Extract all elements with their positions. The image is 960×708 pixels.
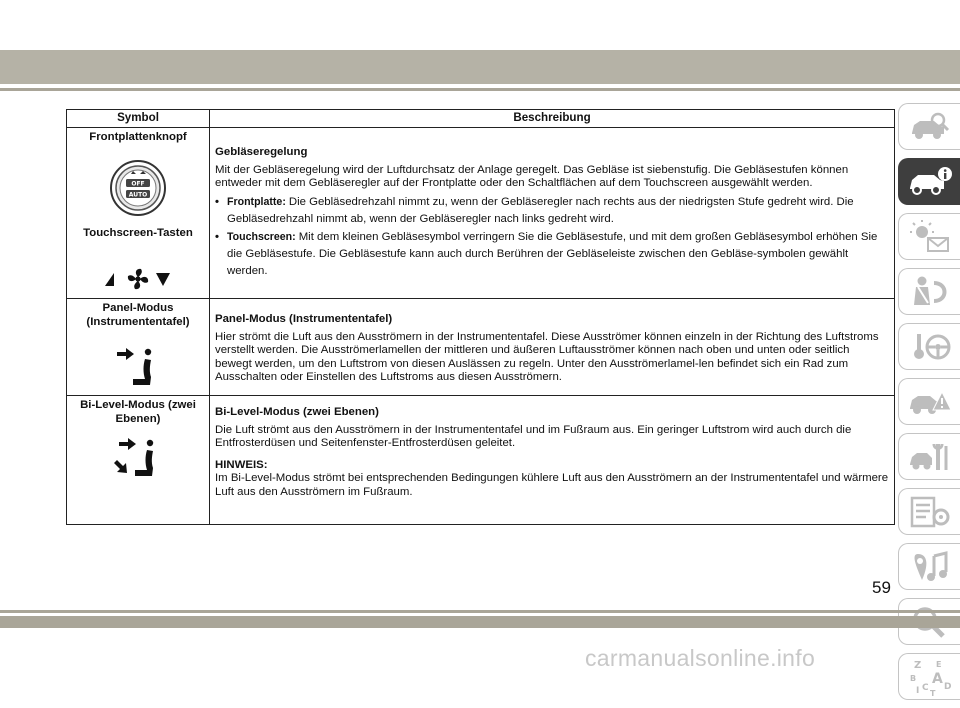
knob-auto-label: AUTO: [128, 191, 148, 198]
chapter-tab-service[interactable]: [898, 433, 960, 480]
symbol-label-panel-mode: Panel-Modus (Instrumententafel): [86, 302, 190, 328]
chapter-tab-multimedia[interactable]: [898, 543, 960, 590]
index-letter: Z: [914, 659, 922, 671]
index-letter: D: [944, 681, 952, 692]
note-heading: HINWEIS:: [215, 458, 268, 471]
wrench-car-icon: [908, 440, 952, 474]
chapter-tab-getting-to-know[interactable]: [898, 103, 960, 150]
index-letters-icon: [908, 657, 952, 697]
index-letter: A: [932, 670, 943, 687]
symbol-label-bilevel-mode: Bi-Level-Modus (zwei Ebenen): [80, 399, 196, 425]
note-text: Im Bi-Level-Modus strömt bei entsprechenden Bedingungen kühlere Luft aus den Ausströmern an der Instrumententafel und wärmere Luft aus den Ausströmern im Fußraum.: [215, 472, 889, 498]
list-item: [215, 194, 889, 228]
blower-title: Gebläseregelung: [215, 146, 308, 158]
bullet-term: Touchscreen:: [227, 230, 296, 243]
fan-speed-buttons-icon: [103, 264, 173, 294]
symbol-cell-bilevel-mode: [67, 396, 210, 525]
table-row: [67, 299, 895, 396]
chapter-tab-safety[interactable]: [898, 268, 960, 315]
description-cell-bilevel-mode: [210, 396, 895, 525]
bilevel-mode-title: Bi-Level-Modus (zwei Ebenen): [215, 406, 379, 418]
bullet-text: Die Gebläsedrehzahl nimmt zu, wenn der Gebläseregler nach rechts aus der niedrigsten Stufe gedreht wird. Die Gebläsedrehzahl nimmt ab, wenn der Gebläseregler nach links gedreht wird.: [227, 195, 854, 225]
blower-knob-icon: [109, 159, 167, 217]
symbol-cell-panel-mode: [67, 299, 210, 396]
chapter-tab-controls[interactable]: [898, 158, 960, 205]
panel-mode-text: Hier strömt die Luft aus den Ausströmern in der Instrumententafel. Diese Ausströmer können einzeln in der Richtung des Luftstroms verstellt werden. Die Ausströmerlamellen der mittleren und äußeren Luftausströmer können nach oben und unten oder seitlich bewegt werden, um den Luftstrom von diesen Auslässen zu regeln. Unter den Ausströmerlamel-len befindet sich ein Rad zum Ausschalten oder Einstellen des Luftstroms aus diesen Ausströmern.: [215, 330, 879, 383]
description-cell-blower: [210, 128, 895, 299]
index-letter: C: [922, 682, 929, 693]
panel-mode-icon: [115, 343, 161, 391]
chapter-tab-index[interactable]: [898, 653, 960, 700]
table-row: [67, 396, 895, 525]
symbol-label-front-knob: Frontplattenknopf: [89, 131, 187, 143]
footer-rule: [0, 610, 960, 613]
footer-band: [0, 616, 960, 628]
seatbelt-airbag-icon: [908, 275, 952, 309]
bilevel-mode-text: Die Luft strömt aus den Ausströmern in der Instrumententafel und im Fußraum aus. Ein geringer Luftstrom wird auch durch die Entfrosterdüsen und Seitenfenster-Entfrosterdüsen geleitet.: [215, 423, 852, 449]
blower-text: Mit der Gebläseregelung wird der Luftdurchsatz der Anlage geregelt. Das Gebläse ist siebenstufig. Die Gebläsestufen können entweder mit dem Gebläseregler auf der Frontplatte oder den Schaltflächen auf dem Touchscreen ausgewählt werden.: [215, 163, 849, 189]
chapter-tab-starting[interactable]: [898, 323, 960, 370]
chapter-tab-warning-lights[interactable]: [898, 213, 960, 260]
steering-key-icon: [908, 330, 952, 364]
car-magnifier-icon: [908, 111, 952, 143]
index-letter: B: [910, 673, 917, 683]
bilevel-mode-icon: [113, 436, 163, 482]
header-band: [0, 50, 960, 84]
index-letter: I: [916, 685, 920, 696]
description-cell-panel-mode: [210, 299, 895, 396]
blower-bullets: [215, 194, 889, 280]
index-letter: E: [936, 659, 942, 669]
watermark: carmanualsonline.info: [585, 645, 816, 671]
maintenance-list-icon: [908, 495, 952, 529]
music-navigation-icon: [908, 550, 952, 584]
header-rule: [0, 88, 960, 91]
warning-lights-message-icon: [908, 220, 952, 254]
chapter-tab-technical-data[interactable]: [898, 488, 960, 535]
index-letter: T: [930, 688, 936, 697]
bullet-term: Frontplatte:: [227, 195, 286, 208]
column-header-symbol: Symbol: [67, 110, 210, 128]
symbol-label-touchscreen: Touchscreen-Tasten: [83, 226, 193, 239]
chapter-tab-emergency[interactable]: [898, 378, 960, 425]
climate-controls-table: [66, 109, 895, 525]
panel-mode-title: Panel-Modus (Instrumententafel): [215, 313, 393, 325]
column-header-description: Beschreibung: [210, 110, 895, 128]
symbol-cell-blower: [67, 128, 210, 299]
car-warning-icon: [908, 386, 952, 418]
page-number: 59: [872, 578, 891, 597]
knob-off-label: OFF: [131, 180, 145, 187]
table-header-row: [67, 110, 895, 128]
bullet-text: Mit dem kleinen Gebläsesymbol verringern Sie die Gebläsestufe, und mit dem großen Gebläsesymbol erhöhen Sie die Gebläsestufe. Die Gebläsestufe kann auch durch Berühren der Gebläseleiste zwischen den Gebläse-symbolen gewählt werden.: [227, 230, 878, 277]
table-row: [67, 128, 895, 299]
car-info-icon: [907, 166, 953, 198]
list-item: [215, 229, 889, 280]
